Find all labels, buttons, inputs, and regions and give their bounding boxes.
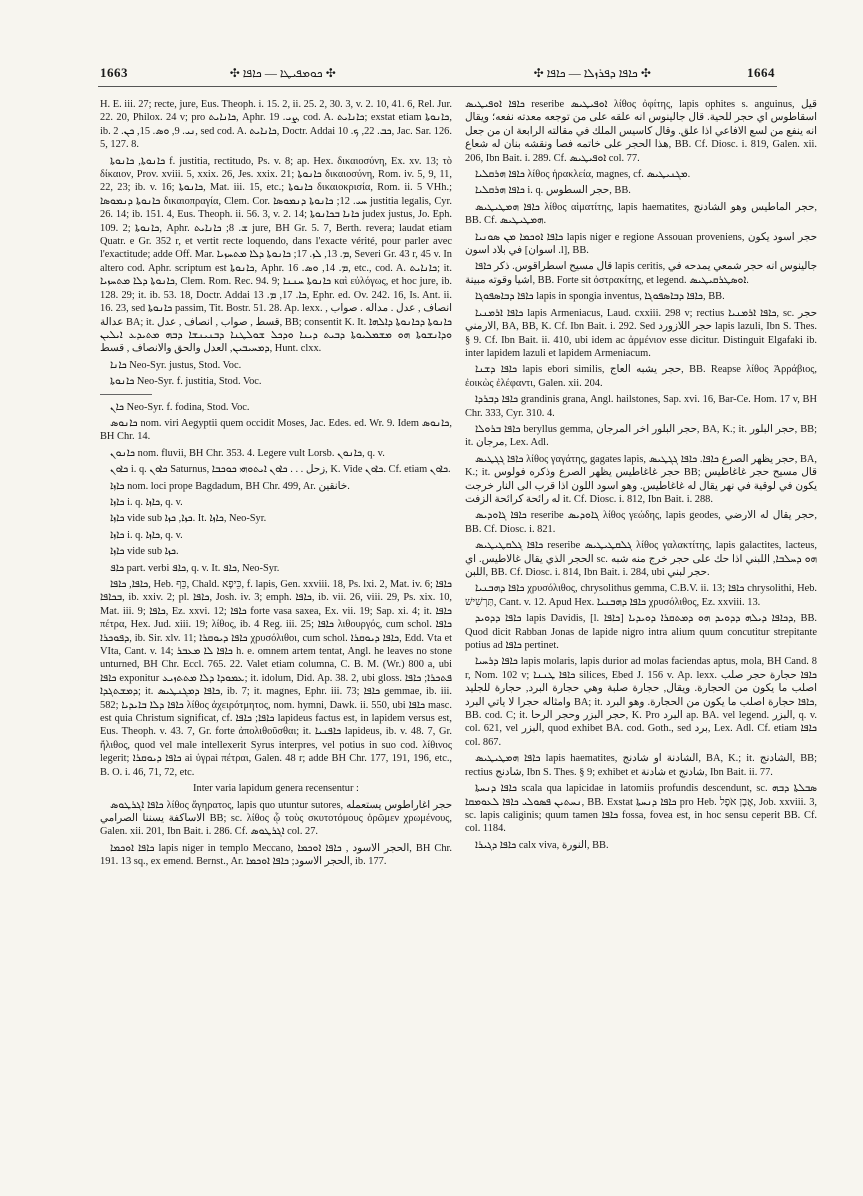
- entry-paragraph: ܟܐܦܐ ܓܠܩܛܝܛܝܣ reseribe ܓܠܩܛܝܛܝܣ λίθος γαλακτίτης, lapis galactites, lacteus, الحجر الذي يقال غالاطيس. اي sc. ܗܘ ܕܚܠܒܐ, اللبني اذا حك على حجر خرج منه شبه اللبن, BB. Cf. Diosc. i. 814, Ibn Bait. i. 284, ubi حجر لبني.: [465, 540, 817, 578]
- entry-paragraph: Inter varia lapidum genera recensentur :: [193, 783, 359, 795]
- entry-paragraph: ܟܐܦܐ ܕܒܪܕܐ grandinis grana, Angl. hailstones, Sap. xvi. 16, Bar-Ce. Hom. 17 v, BH Chr. 333, Cyr. 310. 4.: [465, 394, 817, 419]
- entry-paragraph: ܟܐܦ part. verbi ܟܐܦ, q. v. It. ܟܐܦ, Neo-Syr.: [110, 562, 280, 574]
- entry-paragraph: ܟܐܦܐ ܕܢܚܬܐ scala qua lapicidae in latomiis profundis descendunt, sc. ܣܒܠܬܐ ܕܒܗ ܢܚܬܝܢ ܦܣܘܠܝ ܟܐܦܐ ܠܥܘܡܩܐ, BB. Exstat ܟܐܦܐ ܕܢܚܬܐ pro Heb. אֶבֶן אֹפֶל, Job. xxviii. 3, sc. lapis caliginis; quum tamen ܟܐܦܐ fossa, fovea est, in hoc sensu ceperit BB. Cf. col. 1184.: [465, 783, 817, 835]
- entry-paragraph: ܟܐܦܐ ܓܐܘܕܝܣ reseribe ܓܐܘܕܝܣ λίθος γεώδης, lapis geodes, حجر يقال له الارضي, BB. Cf. Diosc. i. 821.: [465, 510, 817, 535]
- entry-paragraph: ܟܐܦܐ ܐܘܦܝܛܝܣ reseribe ܐܘܦܝܛܝܣ λίθος ὀφίτης, lapis ophites s. anguinus, قيل اسقاطوس اي حجر للحية. قال جالينوس انه علقه على من توجعه معدته نفعه؛ ويقال انه ينفع من لسع الافاعي اذا علق. وقال كاسيس الملك في مقالته الرابعة ان من جعل هذا الحجر على خاتمه فصا ونقشه بنان له شعاع, BB. Cf. Diosc. i. 819, Galen. xii. 206, Ibn Bait. i. 289. Cf. ܐܘܦܝܛܝܣ col. 77.: [465, 99, 817, 164]
- entry-paragraph: ܟܐܙܐ nom. loci prope Bagdadum, BH Chr. 499, Ar. خانقين.: [110, 480, 350, 492]
- entry-paragraph: ܟܐܦܐ ܗܡܛܝܛܝܣ lapis haematites, الشادنة او شادنج, BA, K.; it. الشادنج, BB; rectius شادنج, Ibn S. Thes. § 9; exhibet et شادنة et شادنج, Ibn Bait. ii. 77.: [465, 753, 817, 778]
- entry-paragraph: ܟܐܢܘܢ nom. fluvii, BH Chr. 353. 4. Legere vult Lorsb. ܟܐܢܘܢ, q. v.: [110, 447, 385, 459]
- right-column: [465, 98, 817, 1168]
- entry-paragraph: ܟܐܦܐ ܓܓܛܝܣ λίθος γαγάτης, gagates lapis, حجر يظهر الصرع ܟܐܦܐ. ܟܐܦܐ ܓܓܛܝܣ, BA, K.; it. حجر غاغاطيس يظهر الصرع وذكره فولوس BB; قال مسيح حجر غاغاطيس يكون في لوقية في نهر يقال له غاغاطيس. وهو اسود اللون اذا قرب الى النار خرجت له رائحة كرائحة الزفت it. Cf. Diosc. i. 812, Ibn Bait. i. 288.: [465, 453, 817, 505]
- left-page-number: 1663: [100, 65, 128, 80]
- entry-paragraph: ܟܐܦܐ ܕܫܢܐ lapis ebori similis, حجر يشبه العاج, BB. Reapse λίθος Ἀρράβιος, ἐοικὼς ἐλέφαντι, Galen. xii. 204.: [465, 364, 817, 389]
- entry-paragraph: ܟܐܦܐ ܕܒܐܣܦܘܓܐ lapis in spongia inventus, ܟܐܦܐ ܕܒܐܣܦܘܓܐ, BB.: [475, 291, 725, 303]
- entry-paragraph: ܟܐܢܘܬܐ, ܟܐܢܘܬܐ f. justitia, rectitudo, Ps. v. 8; ap. Hex. δικαιοσύνη, Ex. xv. 13; τὸ δίκαιον, Prov. xviii. 5, xxix. 26, Jes. xxix. 21; ܟܐܢܘܬܐ δικαιοσύνη, Rom. iv. 5, 9, 11, 22, 23; ib. v. 16; ܟܐܢܘܬܐ, Mat. iii. 15, etc.; ܟܐܢܘܬܐ δικαιοκρισία, Rom. ii. 5 VHh.; ܟܐܢܘܬܐ ܕܢܡܘܣܐ δικαιοπραγία, Clem. Cor. ܚܝ. 12; ܟܐܢܘܬܐ ܕܢܡܘܣܐ justitia legalis, Cyr. 26. 14; ib. 151. 4, Eus. Theoph. ii. 56. 3, v. 2. 14; ܟܐܢܐ ܒܟܐܢܘܬܐ judex justus, Jo. Eph. 109. 2; ܟܐܢܘܬܐ, Aphr. ܫ. 8; ܟܐܢܐܝܬ jure, BH Gr. 5. 7, Berth. revera; laudat etiam Quatr. e Gr. 352 r, et vertit recte loquendo, dans l'exacte vérité, pour parler avec l'exactitude; adde Off. Mar. ܡ. 13, ܠܙ. 17; ܟܐܢܘܬܐ ܕܠܐ ܡܬܚܙܝܐ, Severi Gr. 43 r, 45 v. In altero cod. Aphr. scriptum est ܟܐܢܘܬܐ, Aphr. ܡ. 14, ܘܣ. 16, etc., cod. A. ܟܐܢܐܝܬ; it. ܟܐܢܘܬܐ ܕܠܐ ܡܬܚܙܝܐ, Clem. Rom. Rec. 94. 9; ܟܐܢܘܬܐ ܚܢܢܐ καὶ εὐλόγως, et hoc jure, ib. 128. 29; it. ib. 53. 18, Doctr. Addai ܟܐ. 17, ܡ. 13, Ephr. ed. Ov. 242. 16, Is. Ant. ii. 16. 23, sed ܟܐܢܘܬܐ passim, Tit. Bostr. 51. 28. Ap. lexx. انصاف , عدل . مداله . صواب , عدالة BA; it. قسط , صواب , انصاف , عدل, BB; consentit K. It. ܟܐܢܘܬܐ ܕܟܐܢܘܬܐ ܕܐܠܗܐ ܘܕܐܢܫܘܬܐ ܗܘ ܡܫܡܠܝܘܬܐ ܕܒܝܬ ܕܝܢܐ ܘܕܟܠ ܫܘܠܛܢܐ ܕܒܢܝܢܫܐ ܕܒܗ ܡܬܝܕܥ ܐܝܠܝܢ ܕܡܚܝܒܝܢ, العدل والحق والانصاف , قسط, Hunt. clxx.: [100, 155, 452, 355]
- section-divider: [100, 394, 152, 395]
- entry-paragraph: ܟܐܦܐ ܗܡܛܝܛܝܣ λίθος αἱματίτης, lapis haematites, حجر الماطيس وهو الشادنج, BB. Cf. ܗܡܛܝܛܝܣ.: [465, 201, 817, 227]
- right-page-number: 1664: [747, 65, 775, 80]
- entry-paragraph: ܟܐܦܐ ܕܪܚܝܐ lapis molaris, lapis durior ad molas faciendas aptus, mola, BH Cand. 8 r, Nom. 102 v; ܟܐܦܐ ܛܢܢܐ silices, Ebed J. 156 v. Ap. lexx. ܟܐܦܐ حجارة حجر صلب اصلب ما يكون من الحجارة. ويقال, حجارة صلبة وهي حجارة البرد, حجارة للجليد وامثاله حجرا لا ياتي البرد BA; it. ܟܐܦܐ حجارة اصلب ما يكون من الحجارة. وهو البرد, BB. cod. C; it. حجر البزر وحجر الرحا, K. Pro البرد ap. BA. vel legend. البزر, q. v. col. 621, vel البزر, quod exhibet BA. cod. Goth., sed برد, Lex. Adl. Cf. etiam ܟܐܦܐ col. 867.: [465, 656, 817, 748]
- entry-paragraph: ܟܐܦܐ ܐܓܪܛܘܣ λίθος ἄγηρατος, lapis quo utuntur sutores, حجر اغاراطوس يستعمله الاساكفة يسننا الصرامي BB; sc. λίθος ᾧ τοὺς σκυτοτόμους ὁρῶμεν χρωμένους, Galen. xii. 201, Ibn Bait. i. 286. Cf. ܐܓܪܛܘܣ col. 27.: [100, 799, 452, 838]
- entry-paragraph: ܟܐܢܐ Neo-Syr. justus, Stod. Voc.: [110, 359, 242, 371]
- entry-paragraph: ܟܐܘܢ i. q. ܟܐܘܢ Saturnus, زحل . . . ܟܐܘܢ ܐܝܬܘܗܝ ܟܘܟܒܐ, K. Vide ܟܐܘܢ. Cf. etiam ܟܐܘܢ.: [110, 464, 451, 476]
- entry-paragraph: ܟܐܙܐ vide sub ܟܙܐ, ܟܙܐ. It. ܟܐܙܐ, Neo-Syr.: [110, 513, 267, 525]
- header-rule: [98, 86, 777, 87]
- left-column: [100, 98, 452, 1168]
- entry-paragraph: ܟܐܙܐ i. q. ܟܐܙܐ, q. v.: [110, 496, 183, 508]
- entry-paragraph: ܟܐܢܘܬܐ Neo-Syr. f. justitia, Stod. Voc.: [110, 376, 262, 388]
- entry-paragraph: ܟܐܦܐ ܒܪܘܠܐ beryllus gemma, حجر البلور اخر المرجان, BA, K.; it. حجر البلور, BB; it. مرجان, Lex. Adl.: [465, 423, 817, 449]
- entry-paragraph: ܟܐܙܐ vide sub ܟܙܐ.: [110, 546, 179, 558]
- entry-paragraph: ܟܐܢܘܣ nom. viri Aegyptii quem occidit Moses, Jac. Edes. ed. Wr. 9. Idem ܟܐܢܘܣ, BH Chr. 14.: [100, 417, 452, 443]
- entry-paragraph: ܟܐܦܐ ܕܓܝܪܐ calx viva, النورة, BB.: [475, 839, 609, 851]
- entry-paragraph: H. E. iii. 27; recte, jure, Eus. Theoph. i. 15. 2, ii. 25. 2, 30. 3, v. 2. 10, 41. 6, Rel. Jur. 22. 20, Philox. 24 v; pro ܟܐܢܐܝܬ, Aphr. ܨܝ. 19, cod. A. ܟܐܢܐܝܬ; exstat etiam ܟܐܢܘܬܐ, ib. ܢܝ. 9, ܘܣ. 15, ܟܢ. 2, sed cod. A. ܟܐܢܐܝܬ, Doctr. Addai ܟܒ. 22, ܟ. 10, Jac. Sar. 126. 5, 127. 8.: [100, 99, 452, 151]
- entry-paragraph: ܟܐܦܐ ܐܘܟܡܐ lapis niger in templo Meccano, الحجر الاسود , ܟܐܦܐ ܐܘܟܡܐ, BH Chr. 191. 13 sq., ex emend. Bernst., Ar. الحجر الاسود; ܟܐܦܐ ܐܘܟܡܐ, ib. 177.: [100, 842, 452, 868]
- entry-paragraph: ܟܐܦܐ ܐܪܡܢܝܐ lapis Armeniacus, Laud. cxxiii. 298 v; rectius ܟܐܦܐ ܐܪܡܢܝܐ, sc. حجر الارمني, BA, BB, K. Cf. Ibn Bait. i. 292. Sed حجر اللازورد lapis lazuli, Ibn S. Thes. § 9. Cf. Ibn Bait. ii. 410, ubi idem ac ἀρμένιον esse dicitur. Distinguit Elgafaki ib. inter lapidem lazuli et lapidem Armeniacum.: [465, 307, 817, 359]
- entry-paragraph: ܟܐܦܐ ܗܪܩܠܝܐ λίθος ἡρακλεία, magnes, cf. ܡܓܢܝܛܝܣ.: [475, 169, 691, 181]
- page-header: [100, 62, 775, 84]
- entry-paragraph: ܟܐܦܐ, ܟܐܦܐ, Heb. כֵּף, Chald. כֵּיפָא, f. lapis, Gen. xxviii. 18, Ps. lxi. 2, Mat. iv. 6; ܟܐܦܐ ܒܟܐܦܐ, ib. xxiv. 2; pl. ܟܐܦܐ, Josh. iv. 3; emph. ܟܐܦܐ, ib. vii. 26, viii. 29, Ps. xix. 10, Mat. iii. 9; ܟܐܦܐ, Ez. xxvi. 12; ܟܐܦܐ forte vasa saxea, Ex. vii. 19; Sap. xi. 4; it. ܟܐܦܐ πέτρα, Hex. Jud. xiii. 19; λίθος, ib. 4 Reg. iii. 25; ܟܐܦܐ λιθουργός, cum schol. ܟܐܦܐ ܕܦܘܟܪܐ, ib. Sir. xlv. 11; ܟܐܦܐ ܕܝܘܩܪܐ χρυσόλιθοι, cum schol. ܟܐܦܐ ܕܝܘܩܪܐ, Edd. Vta et VIta, Cant. v. 14; ܟܐܦܐ ܠܐ ܡܥܒܪ h. e. omnem artem tentat, Angl. he leaves no stone unturned, BH Chr. Eccl. 765. 22. Valet etiam columna, C. B. M. (Wr.) 800 a, ubi ܟܐܦܐ exponitur ܥܡܘܕܐ ܕܠܐ ܡܬܬܙܝܥ; it. idolum, Did. Ap. 38. 2, ubi gloss. ܦܬܟܪܐ; ܟܐܦܐ ܕܡܫܬܓܕܐ; it. ܟܐܦܐ ܕܡܓܢܛܝܣ, ib. 7; it. magnes, Ephr. iii. 73; ܟܐܦܐ gemmae, ib. iii. 582; ܟܐܦܐ ܕܠܐ ܒܐܝܕܝܐ λίθος ἀχειρότμητος, nom. hymni, Dawk. ii. 550, ubi ܟܐܦܐ masc. est quia Christum significat, cf. ܟܐܦܐ; ܟܐܦܐ lapideus factus est, in lapidem versus est, Eus. Theoph. v. 43. 7, Gr. forte ἀπολιθοῦσθαι; it. ܟܐܦܢܝܐ lapideus, ib. v. 48. 7, Gr. ἤλιθος, quod vel male intellexerit Syrus interpres, vel potius in suo cod. λίθινος legerit; ܟܐܦܐ ܕܝܘܩܪܐ ai ὑγρaì πέτραι, Galen. 48 r; adde BH Chr. 177, 191, 196, etc., B. O. i. 46, 71, 72, etc.: [100, 579, 452, 778]
- left-running-title: ✣ ܟܘܡܦܝܛܐ — ܟܐܦܐ ✣: [229, 65, 336, 80]
- entry-paragraph: قال مسيح اسطراقوس. ذكر ܟܐܦܐ lapis ceritis, جالينوس انه حجر شمعي يمدحه في اشيا وقوته مبينة, BB. Forte sit ὀστρακίτης, et legend. ܐܘܣܛܪܩܝܛܝܣ.: [465, 261, 817, 286]
- entry-paragraph: ܟܐܙܐ i. q. ܟܐܙܐ, q. v.: [110, 529, 183, 541]
- entry-paragraph: ܟܐܦܐ ܕܗܒܢܝܐ χρυσόλιθος, chrysolithus gemma, C.B.V. ii. 13; ܟܐܦܐ chrysolithi, Heb. תַּרְשִׁישׁ, Cant. v. 12. Apud Hex. ܟܐܦܐ ܕܗܒܢܝܐ χρυσόλιθος, Ez. xxviii. 13.: [465, 583, 817, 608]
- right-running-title: ✣ ܟܐܦܐ ܕܦܪܙܠܐ — ܟܐܦܐ ✣: [533, 65, 651, 80]
- entry-paragraph: ܟܐܦܐ ܗܪܩܠܝܐ i. q. حجر السطوس, BB.: [475, 185, 631, 197]
- entry-paragraph: ܟܐܦܐ ܐܘܟܡܐ ܡܢ ܣܘܢܝܐ lapis niger e regione Assouan proveniens, حجر اسود يكون في بلاد اسون [اسوان .l], BB.: [465, 231, 817, 257]
- entry-paragraph: ܟܐܦܐ ܕܕܘܝܕ lapis Davidis, [l. ܟܐܦܐ] ܕܟܐܦܐ ܕܝܠܗ ܕܕܘܝܕ ܗܘ ܕܡܬܩܪܐ ܕܘܝܕܝܐ, BB. Quod dicit Rabban Jonas de lapide nigro intra alium quum concutitur strepitante potius ad ܟܐܦܐ pertinet.: [465, 613, 817, 652]
- entry-paragraph: ܟܐܢ Neo-Syr. f. fodina, Stod. Voc.: [110, 401, 250, 413]
